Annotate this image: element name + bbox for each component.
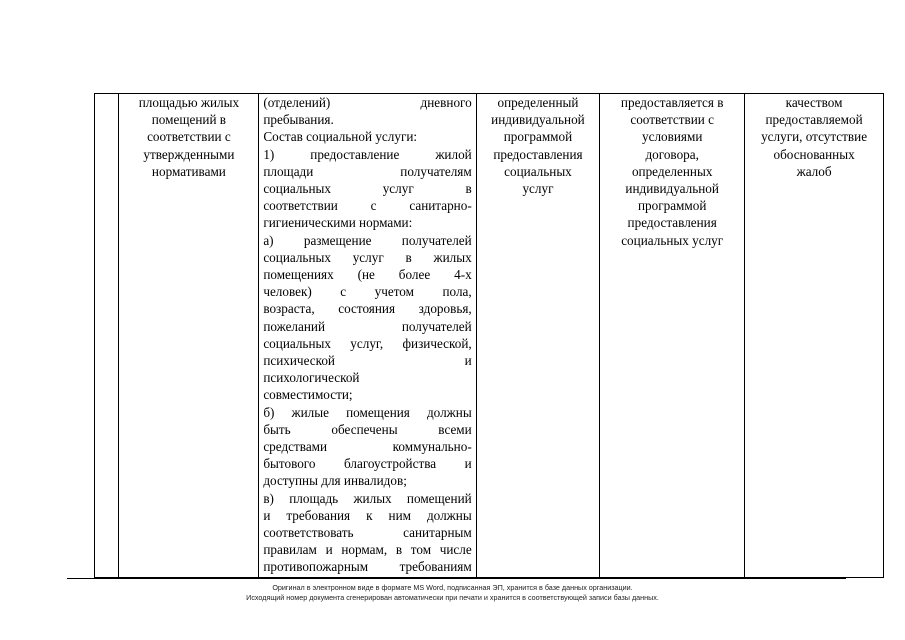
service-composition-line: доступны для инвалидов;: [263, 473, 407, 489]
volume-line: определенный: [497, 95, 579, 110]
volume-line: услуг: [522, 181, 554, 197]
service-composition-line: совместимости;: [263, 387, 353, 403]
service-composition-line: бытового благоустройства и: [263, 456, 472, 472]
terms-line: соответствии с: [630, 112, 715, 128]
service-composition-line: б) жилые помещения должны: [263, 404, 472, 420]
footer-original-note: Оригинал в электронном виде в формате MS Word, подписанная ЭП, хранится в базе данных организации.: [272, 583, 633, 592]
quality-line: качеством: [785, 95, 843, 110]
service-composition-line: правилам и нормам, в том числе: [263, 542, 472, 558]
terms-line: договора,: [645, 146, 699, 162]
service-composition-line: противопожарным требованиям: [263, 559, 472, 575]
service-composition-line: и требования к ним должны: [263, 507, 472, 523]
terms-line: предоставляется в: [620, 95, 724, 110]
terms-line: условиями: [642, 129, 703, 145]
terms-line: программой: [637, 198, 707, 214]
service-composition-line: социальных услуг в: [263, 181, 472, 197]
service-composition-line: пребывания.: [263, 112, 334, 128]
service-composition-line: соответствовать санитарным: [263, 525, 472, 541]
service-composition-line: человек) с учетом пола,: [263, 284, 472, 300]
service-composition-line: социальных услуг, физической,: [263, 335, 472, 351]
area-criteria-line: нормативами: [151, 163, 226, 179]
service-composition-line: соответствии с санитарно-: [263, 198, 472, 214]
service-composition-line: площади получателям: [263, 163, 472, 179]
service-composition-line: 1) предоставление жилой: [263, 146, 472, 162]
cell-terms: [600, 94, 745, 578]
terms-line: определенных: [631, 163, 713, 179]
volume-line: индивидуальной: [491, 112, 585, 128]
service-composition-line: психологической: [263, 370, 360, 386]
area-criteria-line: утвержденными: [143, 146, 235, 162]
footer-number-note: Исходящий номер документа сгенерирован автоматически при печати и хранится в соответствующей записи базы данных.: [246, 593, 659, 602]
area-criteria-line: площадью жилых: [138, 95, 240, 110]
cell-area-criteria: [119, 94, 259, 578]
terms-line: социальных услуг: [621, 232, 724, 248]
service-composition-line: психической и: [263, 353, 472, 369]
volume-line: предоставления: [493, 146, 583, 162]
service-composition-line: (отделений) дневного: [263, 95, 472, 110]
area-criteria-line: помещений в: [151, 112, 227, 128]
volume-line: программой: [503, 129, 573, 145]
footer-divider: [67, 578, 846, 579]
quality-line: обоснованных: [773, 146, 855, 162]
quality-line: предоставляемой: [765, 112, 863, 128]
service-composition-line: Состав социальной услуги:: [263, 129, 418, 145]
area-criteria-line: соответствии с: [147, 129, 231, 145]
service-composition-line: пожеланий получателей: [263, 318, 472, 334]
terms-line: предоставления: [627, 215, 717, 231]
cell-quality-indicators: [745, 94, 884, 578]
services-table: [94, 93, 884, 578]
quality-line: услуги, отсутствие: [761, 129, 868, 145]
service-composition-line: гигиеническими нормами:: [263, 215, 413, 231]
service-composition-line: возраста, состояния здоровья,: [263, 301, 472, 317]
service-composition-line: в) площадь жилых помещений: [263, 490, 472, 506]
table-row: [95, 94, 884, 578]
service-composition-line: помещениях (не более 4-х: [263, 267, 472, 283]
cell-service-composition: [259, 94, 476, 578]
service-composition-line: а) размещение получателей: [263, 232, 472, 248]
cell-volume: [476, 94, 600, 578]
volume-line: социальных: [504, 163, 572, 179]
service-composition-line: социальных услуг в жилых: [263, 249, 472, 265]
service-composition-line: средствами коммунально-: [263, 439, 472, 455]
service-composition-line: быть обеспечены всеми: [263, 421, 472, 437]
quality-line: жалоб: [796, 163, 832, 179]
cell-number: [95, 94, 119, 578]
terms-line: индивидуальной: [625, 181, 719, 197]
